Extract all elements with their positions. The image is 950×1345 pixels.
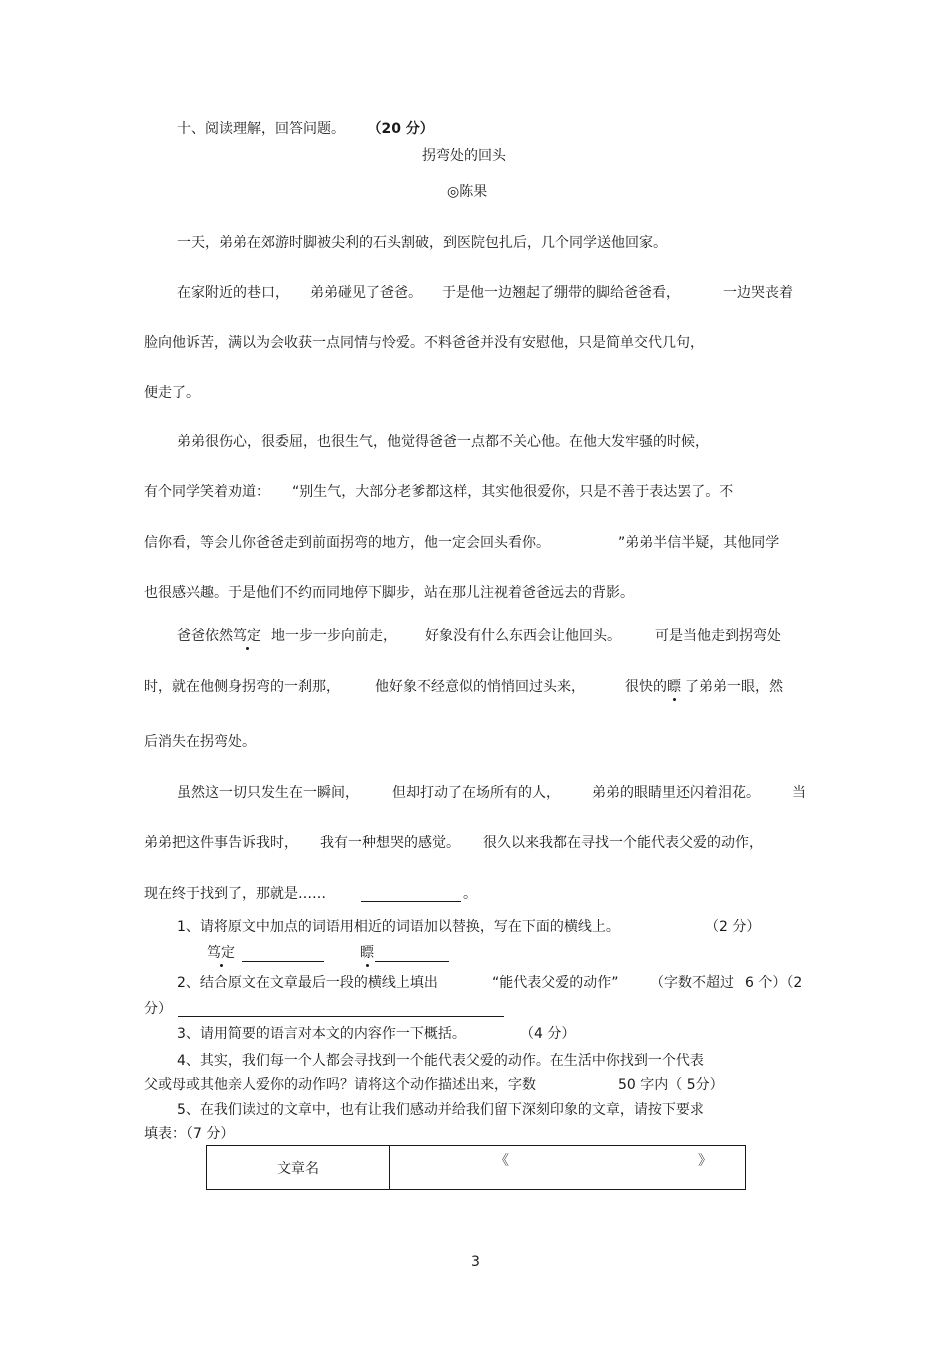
article-table [206,1145,746,1190]
q1-blank-2[interactable] [375,961,449,962]
section-heading [177,119,434,139]
text-segment: 地一步一步向前走， [271,628,397,644]
paragraph-3-line-2b: “别生气，大部分老爹都这样，其实他很爱你，只是不善于表达罢了。不 [292,484,734,500]
paragraph-5-line-1c: 弟弟的眼睛里还闪着泪花。 [592,785,760,801]
section-title: 十、阅读理解，回答问题。 [177,121,345,137]
page-number: 3 [471,1254,480,1270]
open-book-quote: 《 [495,1153,509,1169]
paragraph-4-line-1a [177,626,397,646]
paragraph-5-line-1a: 虽然这一切只发生在一瞬间， [177,785,359,801]
question-4-line-1: 4、其实，我们每一个人都会寻找到一个能代表父爱的动作。在生活中你找到一个代表 [177,1053,704,1069]
paragraph-5-line-2b: 我有一种想哭的感觉。 [320,835,460,851]
paragraph-3-line-4: 也很感兴趣。于是他们不约而同地停下脚步，站在那儿注视着爸爸远去的背影。 [144,585,634,601]
question-4-line-2b: 50 字内（ 5分） [618,1077,724,1093]
paragraph-3-line-2a: 有个同学笑着劝道： [144,484,270,500]
paragraph-5-line-1d: 当 [792,785,806,801]
paragraph-5-line-2a: 弟弟把这件事告诉我时， [144,835,298,851]
section-points: （20 分） [367,121,434,137]
question-5-line-2: 填表：（7 分） [144,1126,235,1142]
paragraph-3-line-3a: 信你看，等会儿你爸爸走到前面拐弯的地方，他一定会回头看你。 [144,535,550,551]
q1-blank-1[interactable] [242,961,324,962]
q2-answer-blank[interactable] [178,1016,504,1017]
answer-blank-fatherly-action[interactable] [361,901,461,902]
paragraph-1: 一天，弟弟在郊游时脚被尖利的石头割破，到医院包扎后，几个同学送他回家。 [177,235,667,251]
paragraph-4-line-2b: 他好象不经意似的悄悄回过头来， [375,679,585,695]
article-author: ◎陈果 [447,184,488,200]
paragraph-4-line-2c [625,677,783,697]
q1-word-1-text: 笃定 [207,945,235,961]
question-1-points: （2 分） [705,919,761,935]
dotted-word-duding: 笃定 [233,628,261,644]
text-segment: 很快的 [625,679,667,695]
paragraph-4-line-1b: 好象没有什么东西会让他回头。 [425,628,621,644]
paragraph-2-line-2: 脸向他诉苦，满以为会收获一点同情与怜爱。不料爸爸并没有安慰他，只是简单交代几句， [144,335,704,351]
question-4-line-2a: 父或母或其他亲人爱你的动作吗？请将这个动作描述出来，字数 [144,1077,536,1093]
question-2d: 6 个）（2 [745,975,803,991]
paragraph-5-end: 。 [463,886,477,902]
paragraph-2-line-1a: 在家附近的巷口， [177,285,289,301]
question-2e: 分） [144,1001,172,1017]
q1-word-2 [360,943,374,963]
q1-word-2-text: 瞟 [360,945,374,961]
question-2b: “能代表父爱的动作” [492,975,619,991]
paragraph-4-line-3: 后消失在拐弯处。 [144,734,256,750]
paragraph-4-line-2a: 时，就在他侧身拐弯的一刹那， [144,679,340,695]
question-2c: （字数不超过 [650,975,734,991]
question-5-line-1: 5、在我们读过的文章中，也有让我们感动并给我们留下深刻印象的文章，请按下要求 [177,1102,704,1118]
dotted-word-piao: 瞟 [667,679,681,695]
paragraph-2-line-3: 便走了。 [144,385,200,401]
paragraph-2-line-1d: 一边哭丧着 [723,285,793,301]
table-input-cell[interactable] [390,1146,746,1190]
paragraph-5-line-1b: 但却打动了在场所有的人， [392,785,560,801]
paragraph-3-line-3b: ”弟弟半信半疑，其他同学 [618,535,780,551]
paragraph-5-line-3: 现在终于找到了，那就是…… [144,886,326,902]
paragraph-2-line-1b: 弟弟碰见了爸爸。 [310,285,422,301]
table-label-cell: 文章名 [207,1146,390,1190]
paragraph-5-line-2c: 很久以来我都在寻找一个能代表父爱的动作， [483,835,763,851]
paragraph-4-line-1c: 可是当他走到拐弯处 [655,628,781,644]
text-segment: 了弟弟一眼，然 [685,679,783,695]
question-1: 1、请将原文中加点的词语用相近的词语加以替换，写在下面的横线上。 [177,919,620,935]
question-2a: 2、结合原文在文章最后一段的横线上填出 [177,975,438,991]
text-segment: 爸爸依然 [177,628,233,644]
article-title: 拐弯处的回头 [422,148,506,164]
paragraph-3-line-1: 弟弟很伤心，很委屈，也很生气，他觉得爸爸一点都不关心他。在他大发牢骚的时候， [177,434,709,450]
close-book-quote: 》 [698,1153,712,1169]
q1-word-1 [207,943,235,963]
paragraph-2-line-1c: 于是他一边翘起了绷带的脚给爸爸看， [442,285,680,301]
table-row [207,1146,746,1190]
question-3: 3、请用简要的语言对本文的内容作一下概括。 [177,1026,466,1042]
question-3-points: （4 分） [520,1026,576,1042]
